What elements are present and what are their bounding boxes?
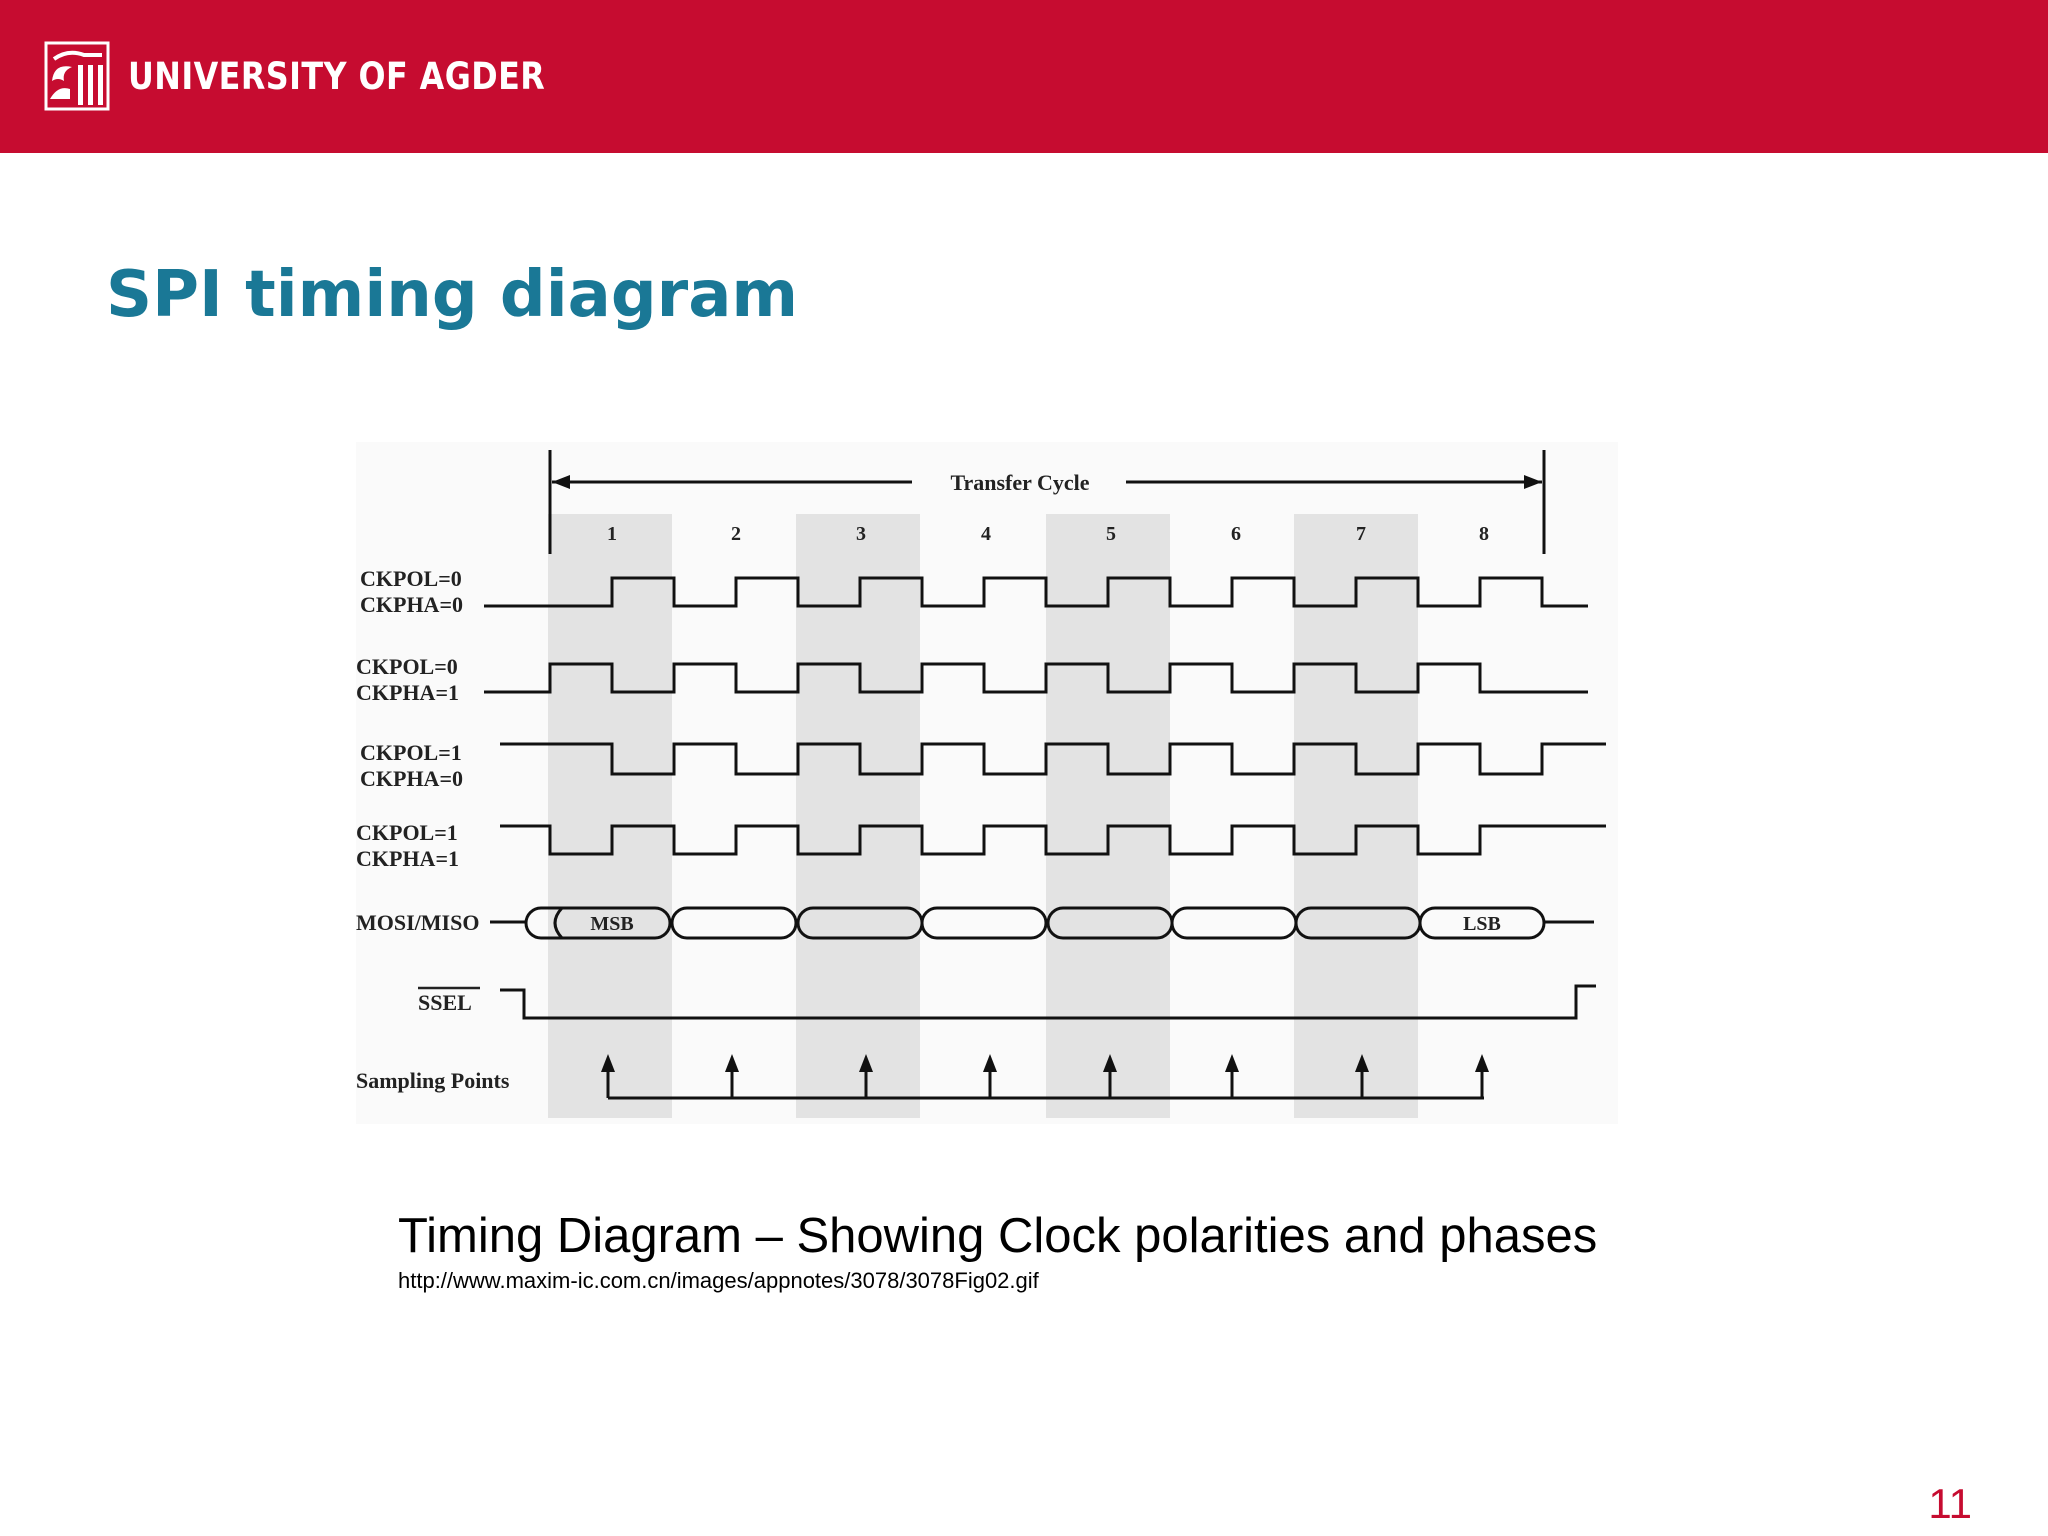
signal-1-line1: CKPOL=0 [360, 566, 462, 591]
page-number: 11 [1928, 1480, 1972, 1527]
cycle-label-2: 2 [731, 523, 741, 545]
sampling-label: Sampling Points [356, 1068, 510, 1093]
source-url: http://www.maxim-ic.com.cn/images/appnotes/3078/3078Fig02.gif [398, 1268, 1039, 1293]
signal-1-line2: CKPHA=0 [360, 592, 463, 617]
signal-4-line1: CKPOL=1 [356, 820, 458, 845]
university-logo-icon [44, 41, 110, 111]
cycle-label-4: 4 [981, 523, 991, 545]
spi-timing-diagram [356, 442, 1618, 1124]
cycle-label-8: 8 [1479, 523, 1489, 545]
cycle-label-3: 3 [856, 523, 866, 545]
cycle-label-5: 5 [1106, 523, 1116, 545]
cycle-label-6: 6 [1231, 523, 1241, 545]
cycle-label-1: 1 [607, 523, 617, 545]
data-line-label: MOSI/MISO [356, 910, 480, 935]
logo-text: UNIVERSITY OF AGDER [128, 54, 546, 98]
timing-diagram-svg [356, 442, 1618, 1124]
signal-4-line2: CKPHA=1 [356, 846, 459, 871]
lsb-label: LSB [1463, 913, 1501, 935]
cycle-label-7: 7 [1356, 523, 1366, 545]
university-logo [44, 40, 613, 112]
signal-3-line2: CKPHA=0 [360, 766, 463, 791]
signal-2-line1: CKPOL=0 [356, 654, 458, 679]
page-title: SPI timing diagram [106, 258, 799, 332]
signal-3-line1: CKPOL=1 [360, 740, 462, 765]
msb-label: MSB [590, 913, 634, 935]
figure-caption: Timing Diagram – Showing Clock polarities and phases [398, 1209, 1598, 1263]
signal-2-line2: CKPHA=1 [356, 680, 459, 705]
transfer-cycle-label: Transfer Cycle [950, 470, 1090, 495]
header-bar [0, 0, 2048, 153]
ssel-label: SSEL [418, 990, 472, 1015]
